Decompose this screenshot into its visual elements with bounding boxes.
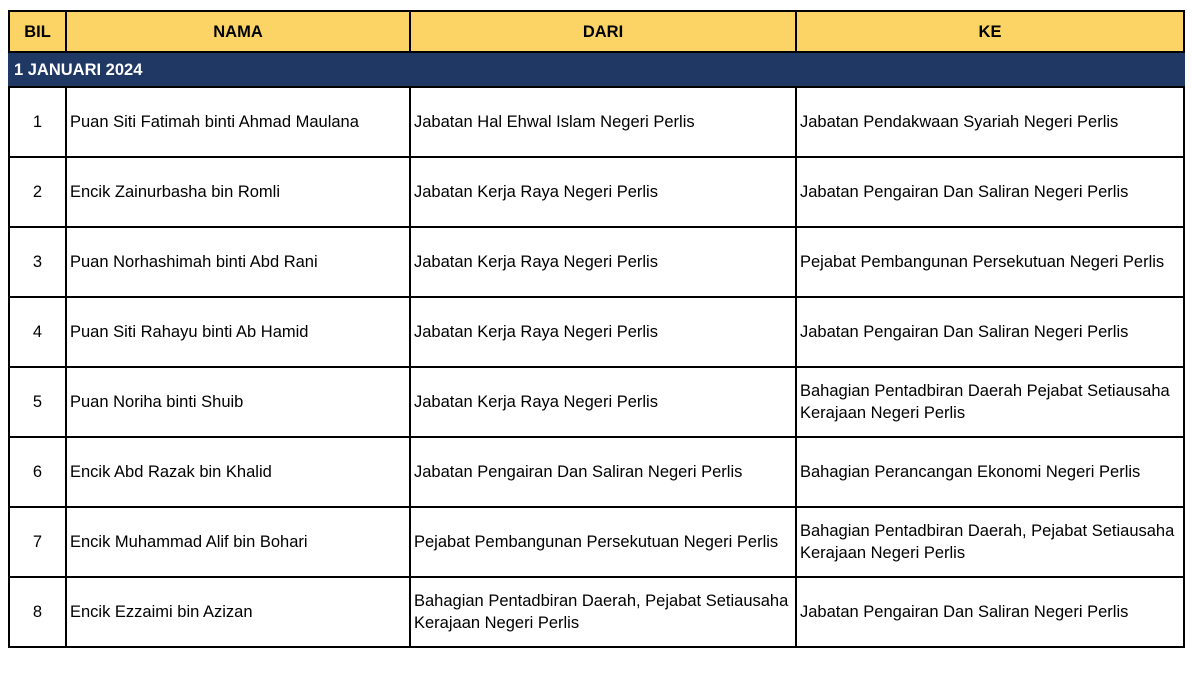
cell-dari: Jabatan Kerja Raya Negeri Perlis bbox=[410, 367, 796, 437]
cell-bil: 5 bbox=[9, 367, 66, 437]
cell-dari: Bahagian Pentadbiran Daerah, Pejabat Setiausaha Kerajaan Negeri Perlis bbox=[410, 577, 796, 647]
section-date: 1 JANUARI 2024 bbox=[9, 52, 1184, 87]
cell-bil: 2 bbox=[9, 157, 66, 227]
table-row bbox=[9, 437, 1184, 507]
cell-bil: 1 bbox=[9, 87, 66, 157]
table-row bbox=[9, 297, 1184, 367]
table-row bbox=[9, 507, 1184, 577]
cell-ke: Bahagian Pentadbiran Daerah Pejabat Setiausaha Kerajaan Negeri Perlis bbox=[796, 367, 1184, 437]
cell-ke: Bahagian Perancangan Ekonomi Negeri Perlis bbox=[796, 437, 1184, 507]
cell-nama: Encik Ezzaimi bin Azizan bbox=[66, 577, 410, 647]
header-ke: KE bbox=[796, 11, 1184, 52]
cell-nama: Puan Siti Fatimah binti Ahmad Maulana bbox=[66, 87, 410, 157]
cell-nama: Puan Norhashimah binti Abd Rani bbox=[66, 227, 410, 297]
section-row bbox=[9, 52, 1184, 87]
cell-nama: Encik Abd Razak bin Khalid bbox=[66, 437, 410, 507]
table-row bbox=[9, 227, 1184, 297]
cell-bil: 7 bbox=[9, 507, 66, 577]
cell-bil: 4 bbox=[9, 297, 66, 367]
transfer-table-sheet bbox=[8, 10, 1183, 648]
cell-ke: Jabatan Pendakwaan Syariah Negeri Perlis bbox=[796, 87, 1184, 157]
header-nama: NAMA bbox=[66, 11, 410, 52]
header-dari: DARI bbox=[410, 11, 796, 52]
cell-ke: Jabatan Pengairan Dan Saliran Negeri Perlis bbox=[796, 297, 1184, 367]
cell-nama: Puan Noriha binti Shuib bbox=[66, 367, 410, 437]
cell-ke: Pejabat Pembangunan Persekutuan Negeri Perlis bbox=[796, 227, 1184, 297]
cell-ke: Jabatan Pengairan Dan Saliran Negeri Perlis bbox=[796, 577, 1184, 647]
cell-dari: Jabatan Pengairan Dan Saliran Negeri Perlis bbox=[410, 437, 796, 507]
cell-bil: 3 bbox=[9, 227, 66, 297]
cell-dari: Jabatan Hal Ehwal Islam Negeri Perlis bbox=[410, 87, 796, 157]
cell-ke: Bahagian Pentadbiran Daerah, Pejabat Setiausaha Kerajaan Negeri Perlis bbox=[796, 507, 1184, 577]
table-body bbox=[9, 52, 1184, 647]
cell-nama: Puan Siti Rahayu binti Ab Hamid bbox=[66, 297, 410, 367]
cell-dari: Pejabat Pembangunan Persekutuan Negeri Perlis bbox=[410, 507, 796, 577]
cell-nama: Encik Muhammad Alif bin Bohari bbox=[66, 507, 410, 577]
cell-nama: Encik Zainurbasha bin Romli bbox=[66, 157, 410, 227]
cell-dari: Jabatan Kerja Raya Negeri Perlis bbox=[410, 157, 796, 227]
table-row bbox=[9, 577, 1184, 647]
table-row bbox=[9, 157, 1184, 227]
transfer-table bbox=[8, 10, 1185, 648]
header-row bbox=[9, 11, 1184, 52]
cell-bil: 6 bbox=[9, 437, 66, 507]
cell-dari: Jabatan Kerja Raya Negeri Perlis bbox=[410, 227, 796, 297]
table-row bbox=[9, 367, 1184, 437]
cell-dari: Jabatan Kerja Raya Negeri Perlis bbox=[410, 297, 796, 367]
table-header bbox=[9, 11, 1184, 52]
table-row bbox=[9, 87, 1184, 157]
header-bil: BIL bbox=[9, 11, 66, 52]
cell-ke: Jabatan Pengairan Dan Saliran Negeri Perlis bbox=[796, 157, 1184, 227]
cell-bil: 8 bbox=[9, 577, 66, 647]
